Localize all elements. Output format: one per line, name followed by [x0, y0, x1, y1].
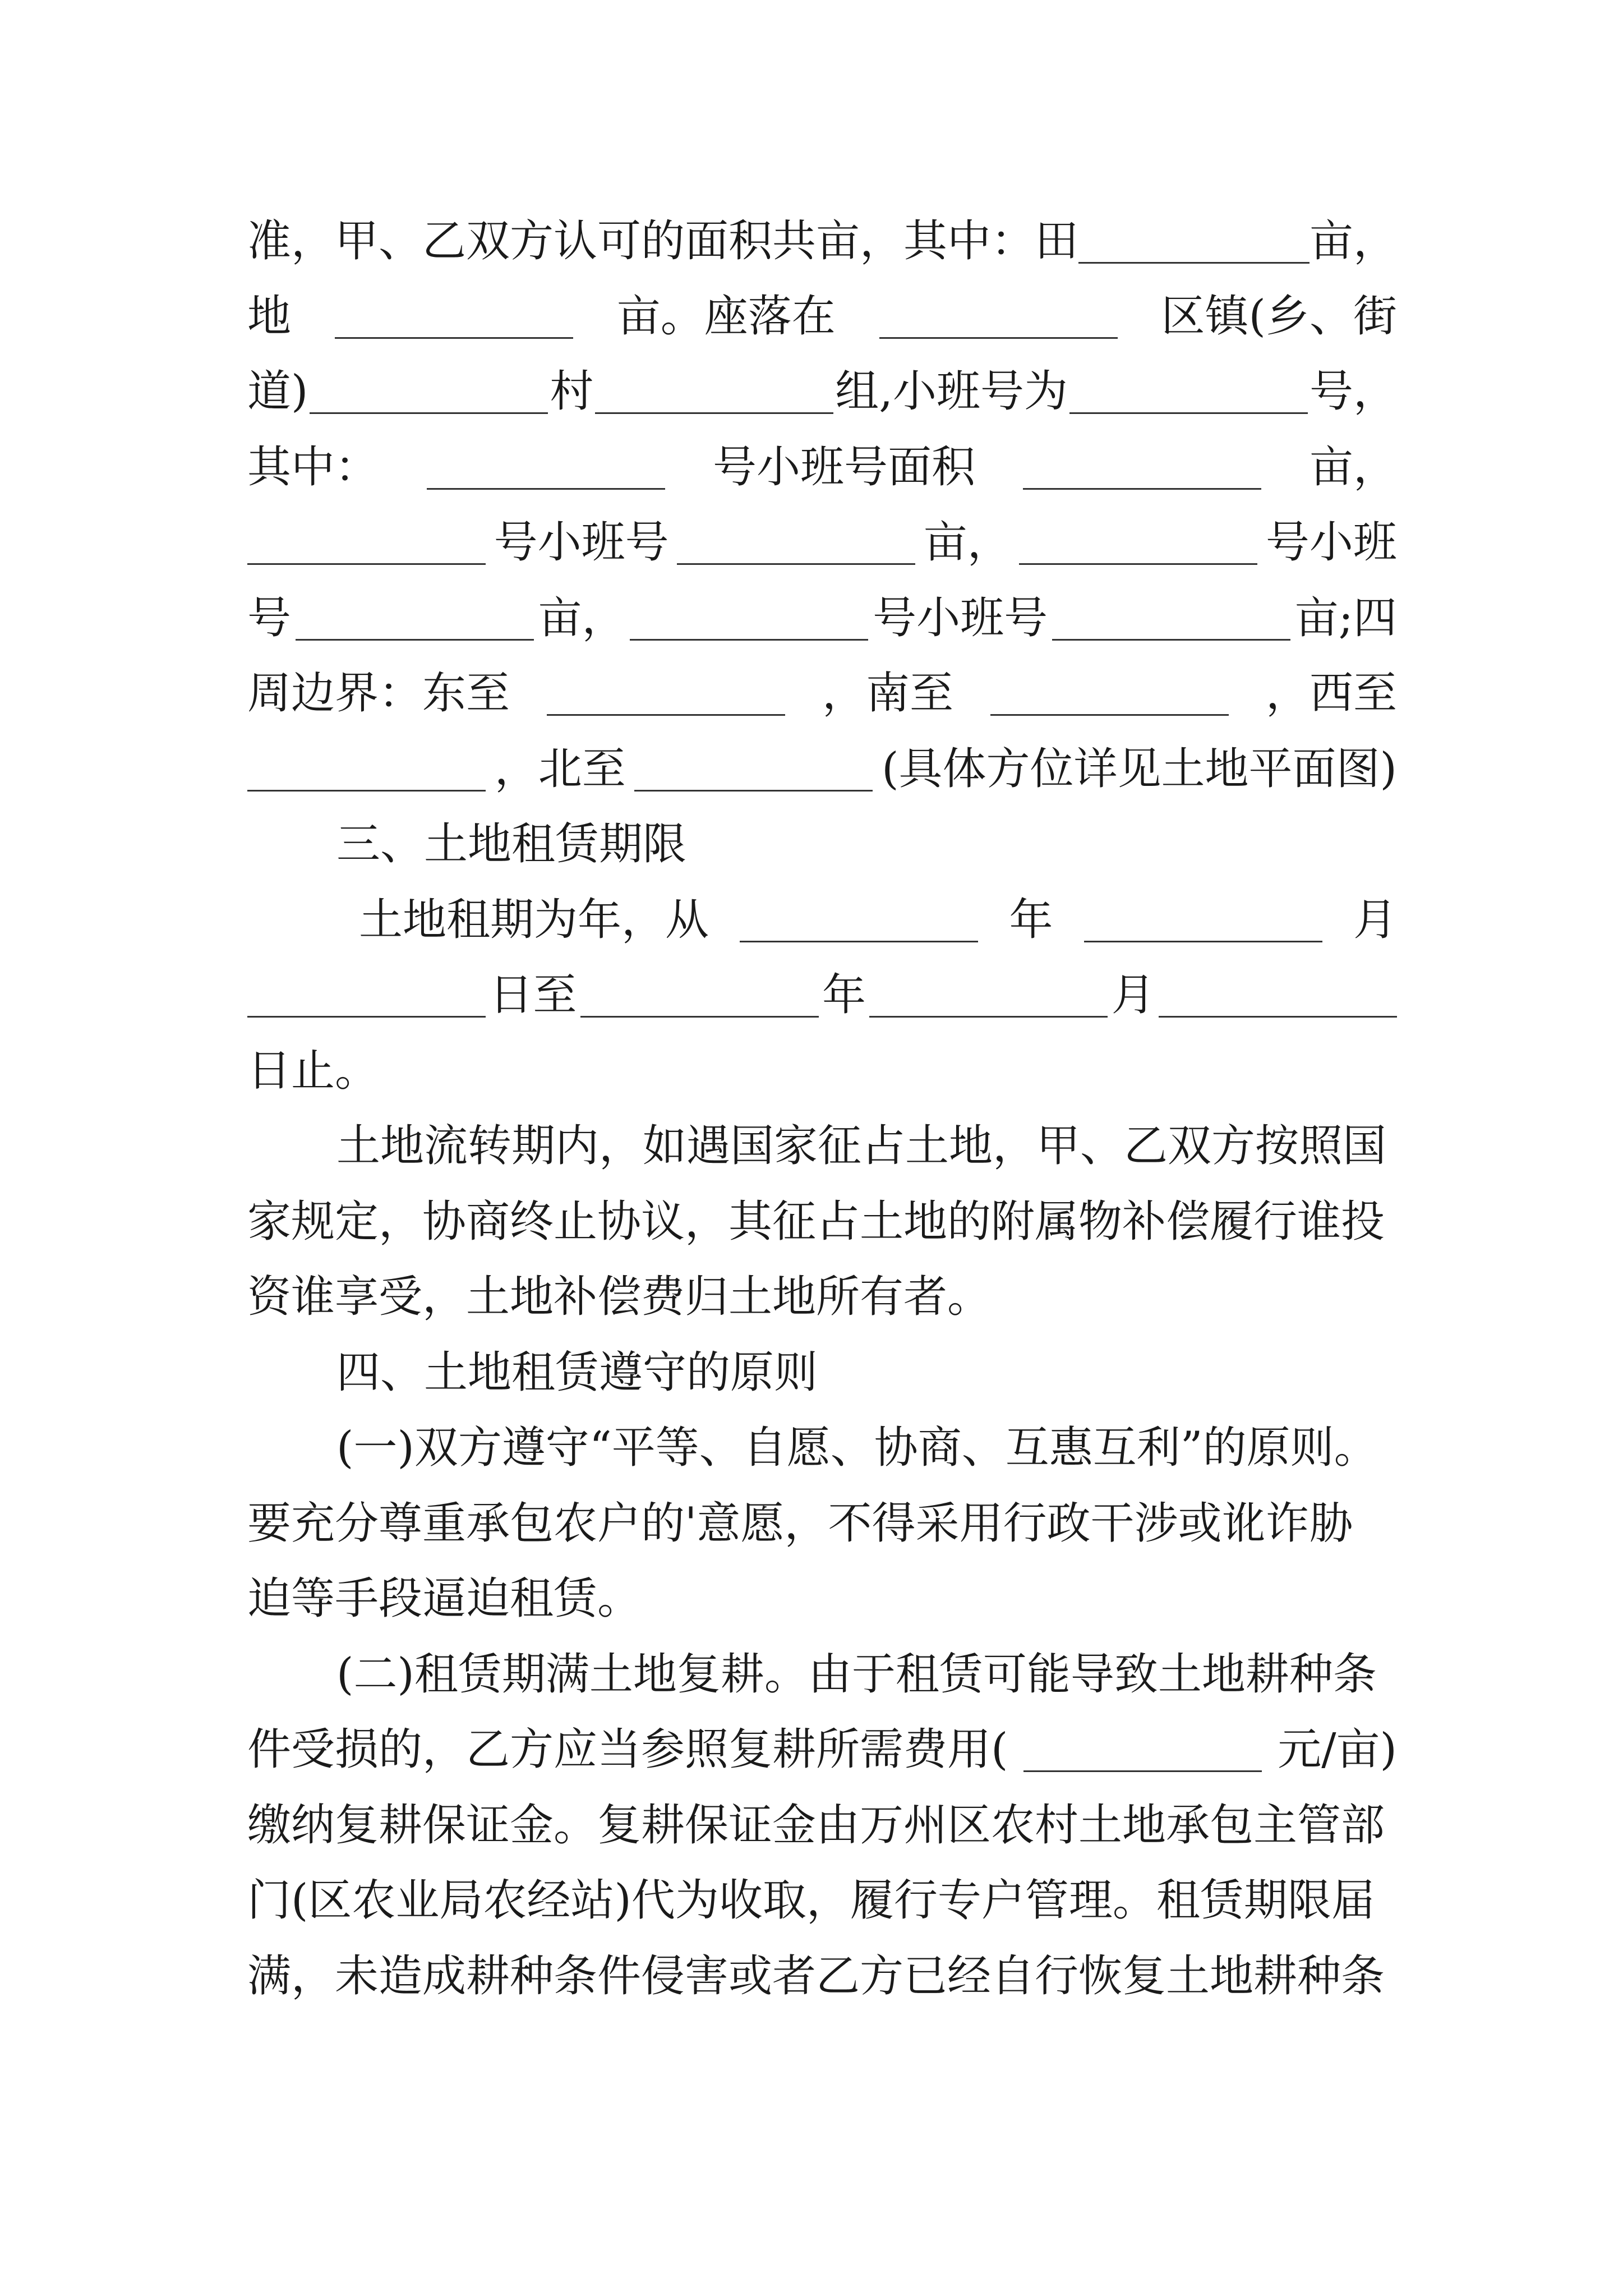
fill-in-blank[interactable] [630, 637, 868, 641]
text-segment: 件受损的，乙方应当参照复耕所需费用( [247, 1724, 1008, 1775]
text-segment: (一)双方遵守“平等、自愿、协商、互惠互利”的原则。 [336, 1423, 1378, 1473]
text-segment: 亩， [538, 593, 626, 643]
text-line [247, 1948, 1397, 2004]
section-heading [336, 816, 1397, 872]
text-segment: 亩， [923, 517, 1011, 568]
text-line [247, 665, 1397, 721]
text-segment: 月 [1353, 895, 1397, 945]
fill-in-blank[interactable] [634, 788, 873, 792]
text-segment: 满，未造成耕种条件侵害或者乙方已经自行恢复土地耕种条 [247, 1951, 1385, 2001]
text-segment: 日止。 [247, 1046, 379, 1096]
text-line [247, 590, 1397, 646]
fill-in-blank[interactable] [1078, 260, 1310, 264]
fill-in-blank[interactable] [547, 712, 785, 716]
fill-in-blank[interactable] [1084, 938, 1322, 942]
fill-in-blank[interactable] [595, 410, 833, 414]
text-line [336, 1420, 1397, 1476]
text-segment: 资谁享受，土地补偿费归土地所有者。 [247, 1272, 992, 1322]
text-segment: 号 [247, 593, 292, 643]
text-segment: 月 [1111, 970, 1155, 1020]
text-segment: 道) [247, 366, 308, 417]
text-segment: (具体方位详见土地平面图) [882, 744, 1397, 794]
text-segment: 亩。座落在 [616, 291, 836, 342]
text-segment: 亩， [1309, 216, 1397, 266]
text-segment: ，南至 [822, 668, 953, 719]
text-segment: ，西至 [1265, 668, 1397, 719]
text-segment: 准，甲、乙双方认可的面积共亩，其中：田 [247, 216, 1079, 266]
fill-in-blank[interactable] [427, 486, 665, 490]
text-line [247, 1797, 1397, 1853]
fill-in-blank[interactable] [247, 788, 486, 792]
text-segment: 土地流转期内，如遇国家征占土地，甲、乙双方按照国 [336, 1121, 1387, 1171]
section-heading [336, 1345, 1397, 1401]
fill-in-blank[interactable] [1069, 410, 1308, 414]
text-line [247, 439, 1397, 495]
text-segment: 村 [550, 366, 594, 417]
fill-in-blank[interactable] [990, 712, 1229, 716]
text-segment: 四、土地租赁遵守的原则 [336, 1347, 818, 1398]
fill-in-blank[interactable] [677, 561, 915, 565]
text-segment: 元/亩) [1278, 1724, 1397, 1775]
fill-in-blank[interactable] [1023, 486, 1261, 490]
text-line [247, 1194, 1397, 1250]
text-line [247, 1269, 1397, 1325]
text-line [247, 1496, 1397, 1552]
fill-in-blank[interactable] [879, 335, 1118, 339]
text-segment: 门(区农业局农经站)代为收取，履行专户管理。租赁期限届 [247, 1875, 1375, 1926]
text-line [247, 741, 1397, 797]
text-line [247, 514, 1397, 570]
fill-in-blank[interactable] [296, 637, 534, 641]
text-segment: 区镇(乡、街 [1161, 291, 1397, 342]
text-line [247, 1571, 1397, 1627]
text-segment: 年 [1009, 895, 1053, 945]
text-segment: 周边界：东至 [247, 668, 510, 719]
text-segment: 亩;四 [1294, 593, 1397, 643]
fill-in-blank[interactable] [740, 938, 978, 942]
text-segment: 三、土地租赁期限 [336, 819, 687, 869]
text-segment: 组,小班号为 [835, 366, 1068, 417]
text-segment: 号小班 [1265, 517, 1397, 568]
text-segment: 号小班号 [873, 593, 1048, 643]
text-segment: 号小班号 [494, 517, 669, 568]
fill-in-blank[interactable] [1019, 561, 1257, 565]
text-line [247, 1043, 1397, 1099]
text-segment: 其中： [247, 442, 379, 493]
text-segment: ，北至 [494, 744, 626, 794]
text-segment: 地 [247, 291, 292, 342]
text-segment: 号小班号面积 [712, 442, 975, 493]
fill-in-blank[interactable] [247, 1014, 486, 1018]
fill-in-blank[interactable] [1159, 1014, 1397, 1018]
text-line [359, 892, 1397, 948]
fill-in-blank[interactable] [247, 561, 486, 565]
fill-in-blank[interactable] [869, 1014, 1108, 1018]
text-segment: (二)租赁期满土地复耕。由于租赁可能导致土地耕种条 [336, 1649, 1377, 1700]
fill-in-blank[interactable] [1052, 637, 1290, 641]
text-segment: 缴纳复耕保证金。复耕保证金由万州区农村土地承包主管部 [247, 1800, 1385, 1851]
text-line [247, 213, 1397, 269]
text-segment: 要充分尊重承包农户的'意愿，不得采用行政干涉或讹诈胁 [247, 1498, 1353, 1549]
text-line [247, 288, 1397, 344]
text-line [336, 1118, 1397, 1174]
text-segment: 家规定，协商终止协议，其征占土地的附属物补偿履行谁投 [247, 1197, 1385, 1247]
fill-in-blank[interactable] [580, 1014, 819, 1018]
fill-in-blank[interactable] [310, 410, 548, 414]
text-line [336, 1646, 1397, 1703]
text-segment: 亩， [1309, 442, 1397, 493]
text-segment: 日至 [489, 970, 577, 1020]
text-segment: 迫等手段逼迫租赁。 [247, 1573, 642, 1624]
text-segment: 号， [1309, 366, 1397, 417]
text-line [247, 364, 1397, 420]
text-line [247, 967, 1397, 1023]
text-line [247, 1722, 1397, 1778]
fill-in-blank[interactable] [1023, 1768, 1262, 1772]
text-line [247, 1872, 1397, 1929]
text-segment: 年 [822, 970, 866, 1020]
text-segment: 土地租期为年，从 [359, 895, 709, 945]
fill-in-blank[interactable] [335, 335, 573, 339]
